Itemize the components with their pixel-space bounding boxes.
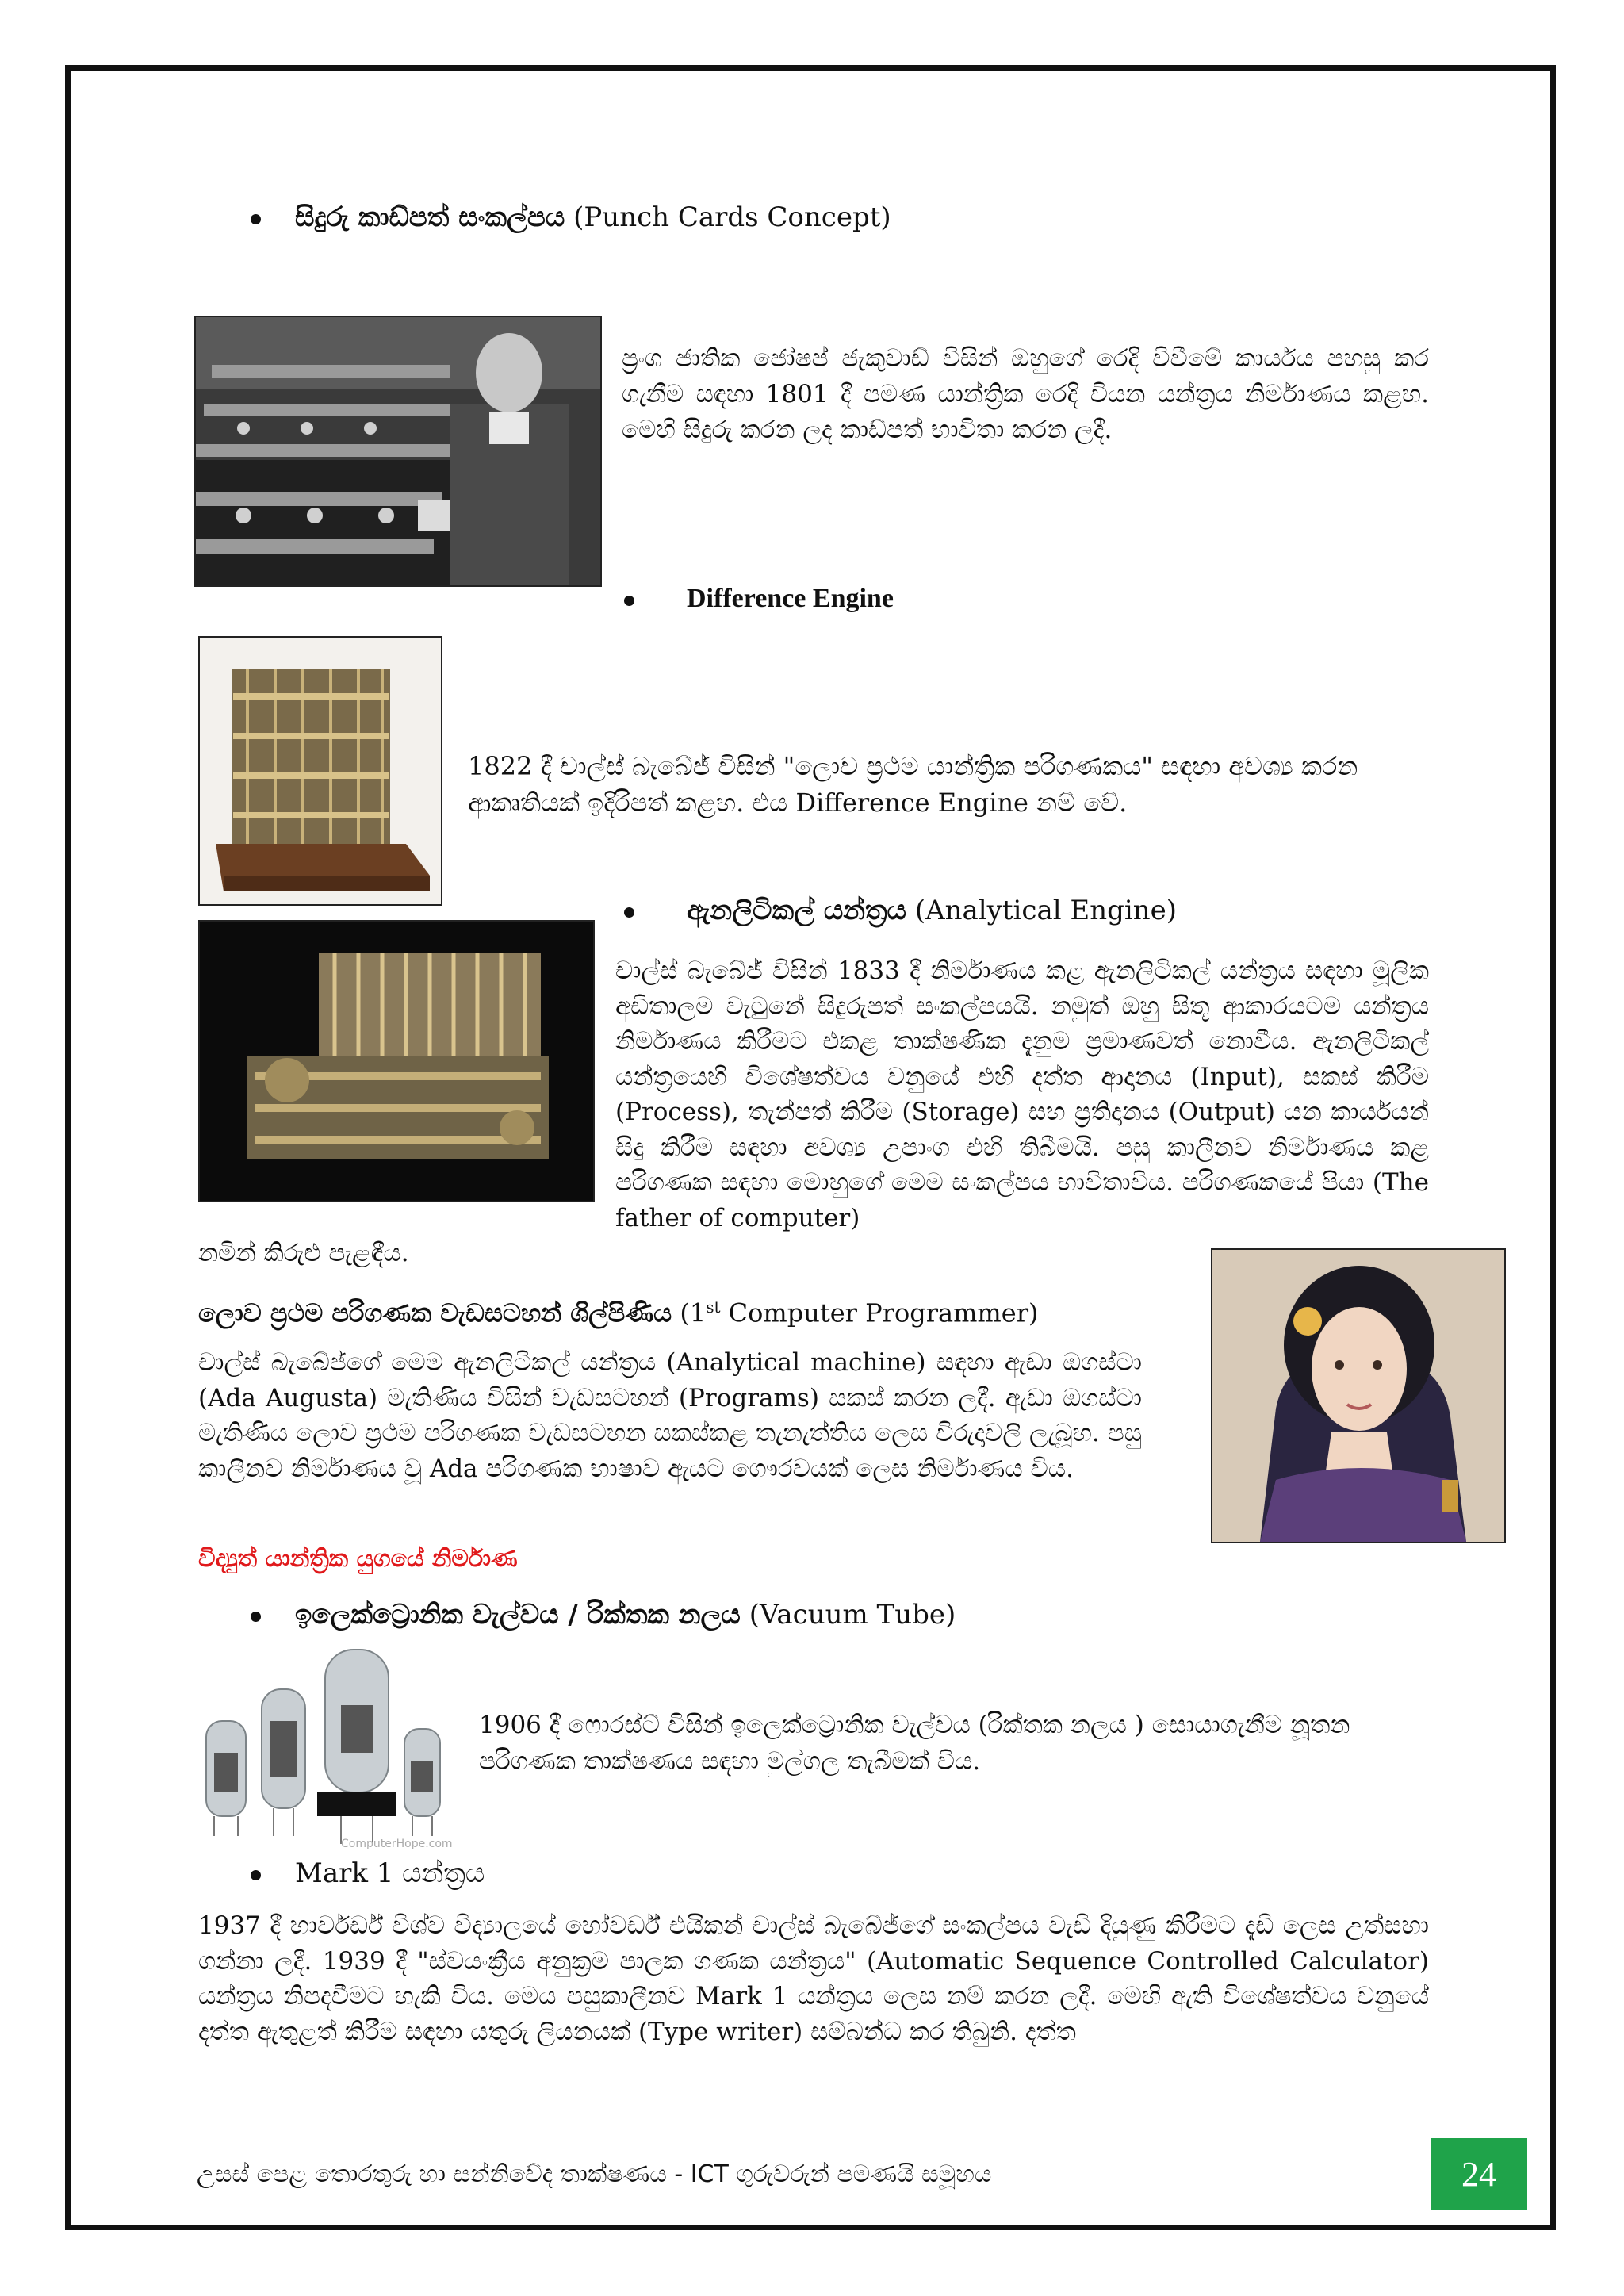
page-number: 24	[1431, 2138, 1527, 2210]
punch-body: ප්‍රංශ ජාතික ජෝෂප් ජැකුවාඩ් විසින් ඔහුගේ රෙදි විවීමේ කාර්යය පහසු කර ගැනීම සඳහා 1801 දී පමණ යාන්ත්‍රික රෙදි වියන යන්ත්‍රය නිර්මාණය කළහ. මෙහි සිදුරු කරන ලද කාඩ්පත් භාවිතා කරන ලදී.	[622, 344, 1429, 444]
vacuum-body: 1906 දී ෆොරස්ට් විසින් ඉලෙක්ට්‍රොනික වැල්වය (රික්තක නලය ) සොයාගැනීම නූතන පරිගණක තාක්ෂණය සඳහා මුල්ගල තැබීමක් විය.	[479, 1711, 1350, 1776]
section-title-electromechanical: විද්‍යුත් යාන්ත්‍රික යුගයේ නිර්මාණ	[198, 1545, 518, 1573]
analytical-engine-photo	[198, 920, 595, 1202]
image-watermark: ComputerHope.com	[341, 1838, 453, 1850]
footer-text: උසස් පෙළ තොරතුරු හා සන්නිවේද තාක්ෂණය - ICT ගුරුවරුන් පමණයි සමූහය	[197, 2160, 992, 2188]
programmer-body: චාල්ස් බැබේජ්ගේ මෙම ඇනලිටිකල් යන්ත්‍රය (Analytical machine) සඳහා ඇඩා ඔගස්ටා (Ada Augusta) මැතිණිය විසින් වැඩසටහන් (Programs) සකස් කරන ලදී. ඇඩා ඔගස්ටා මැතිණිය ලොව ප්‍රථම පරිගණක වැඩසටහන සකස්කළ තැනැත්තිය ලෙස විරුදාවලි ලැබූහ. පසු කාලීනව නිර්මාණය වූ Ada පරිගණක භාෂාව ඇයට ගෞරවයක් ලෙස නිර්මාණය විය.	[198, 1348, 1142, 1483]
ada-lovelace-portrait	[1211, 1248, 1506, 1543]
analytical-heading: ඇනලිටිකල් යන්ත්‍රය (Analytical Engine)	[687, 895, 1178, 926]
analytical-body: චාල්ස් බැබේජ් විසින් 1833 දී නිර්මාණය කළ ඇනලිටිකල් යන්ත්‍රය සඳහා මූලික අඩිතාලම වැටුනේ සිදුරුපත් සංකල්පයයි. නමුත් ඔහු සිතූ ආකාරයටම යන්ත්‍රය නිර්මාණය කිරීමට එකළ තාක්ෂණික දැනුම ප්‍රමාණවත් නොවීය. ඇනලිටිකල් යන්ත්‍රයෙහි විශේෂත්වය වනුයේ එහි දත්ත ආදානය (Input), සකස් කිරීම (Process), තැන්පත් කිරීම (Storage) සහ ප්‍රතිදානය (Output) යන කාර්යයන් සිදු කිරීම සඳහා අවශ්‍ය උපාංග එහි තිබීමයි. පසු කාලීනව නිර්මාණය කළ පරිගණක සඳහා මොහුගේ මෙම සංකල්පය භාවිතාවිය. පරිගණකයේ පියා (The father of computer)	[615, 956, 1429, 1232]
difference-engine-photo	[198, 636, 442, 906]
programmer-heading: ලොව ප්‍රථම පරිගණක වැඩසටහන් ශිල්පිණිය (1st Computer Programmer)	[198, 1297, 1039, 1328]
mark1-body: 1937 දී හාර්වර්ඩ් විශ්ව විද්‍යාලයේ හෝවර්ඩ් එයිකන් චාල්ස් බැබේජ්ගේ සංකල්පය වැඩි දියුණු කිරීමට දැඩි ලෙස උත්සහා ගන්නා ලදී. 1939 දී "ස්වයංක්‍රීය අනුක්‍රම පාලක ගණක යන්ත්‍රය" (Automatic Sequence Controlled Calculator) යන්ත්‍රය නිපදවීමට හැකි විය. මෙය පසුකාලීනව Mark 1 යන්ත්‍රය ලෙස නම් කරන ලදී. මෙහි ඇති විශේෂත්වය වනුයේ දත්ත ඇතුළත් කිරීම සඳහා යතුරු ලියනයක් (Type writer) සම්බන්ධ කර තිබුනි. දත්ත	[198, 1911, 1429, 2046]
bullet	[624, 596, 634, 606]
vacuum-tubes-photo	[198, 1642, 460, 1856]
difference-body: 1822 දී චාල්ස් බැබේජ් විසින් "ලොව ප්‍රථම යාන්ත්‍රික පරිගණකය" සඳහා අවශ්‍ය කරන ආකෘතියක් ඉදිරිපත් කළහ. එය Difference Engine නම් වේ.	[468, 751, 1358, 818]
mark1-heading: Mark 1 යන්ත්‍රය	[295, 1857, 485, 1889]
bullet	[251, 214, 261, 224]
difference-heading: Difference Engine	[687, 584, 894, 613]
punch-heading: සිදුරු කාඩ්පත් සංකල්පය (Punch Cards Concept)	[295, 201, 891, 233]
bullet	[251, 1612, 261, 1622]
vacuum-heading: ඉලෙක්ට්‍රොනික වැල්වය / රික්තක නලය (Vacuum Tube)	[295, 1599, 956, 1631]
analytical-body-continued: නමින් කිරුළු පැළඳීය.	[198, 1239, 409, 1267]
bullet	[624, 907, 634, 918]
jacquard-loom-photo	[194, 316, 602, 587]
bullet	[251, 1870, 261, 1880]
